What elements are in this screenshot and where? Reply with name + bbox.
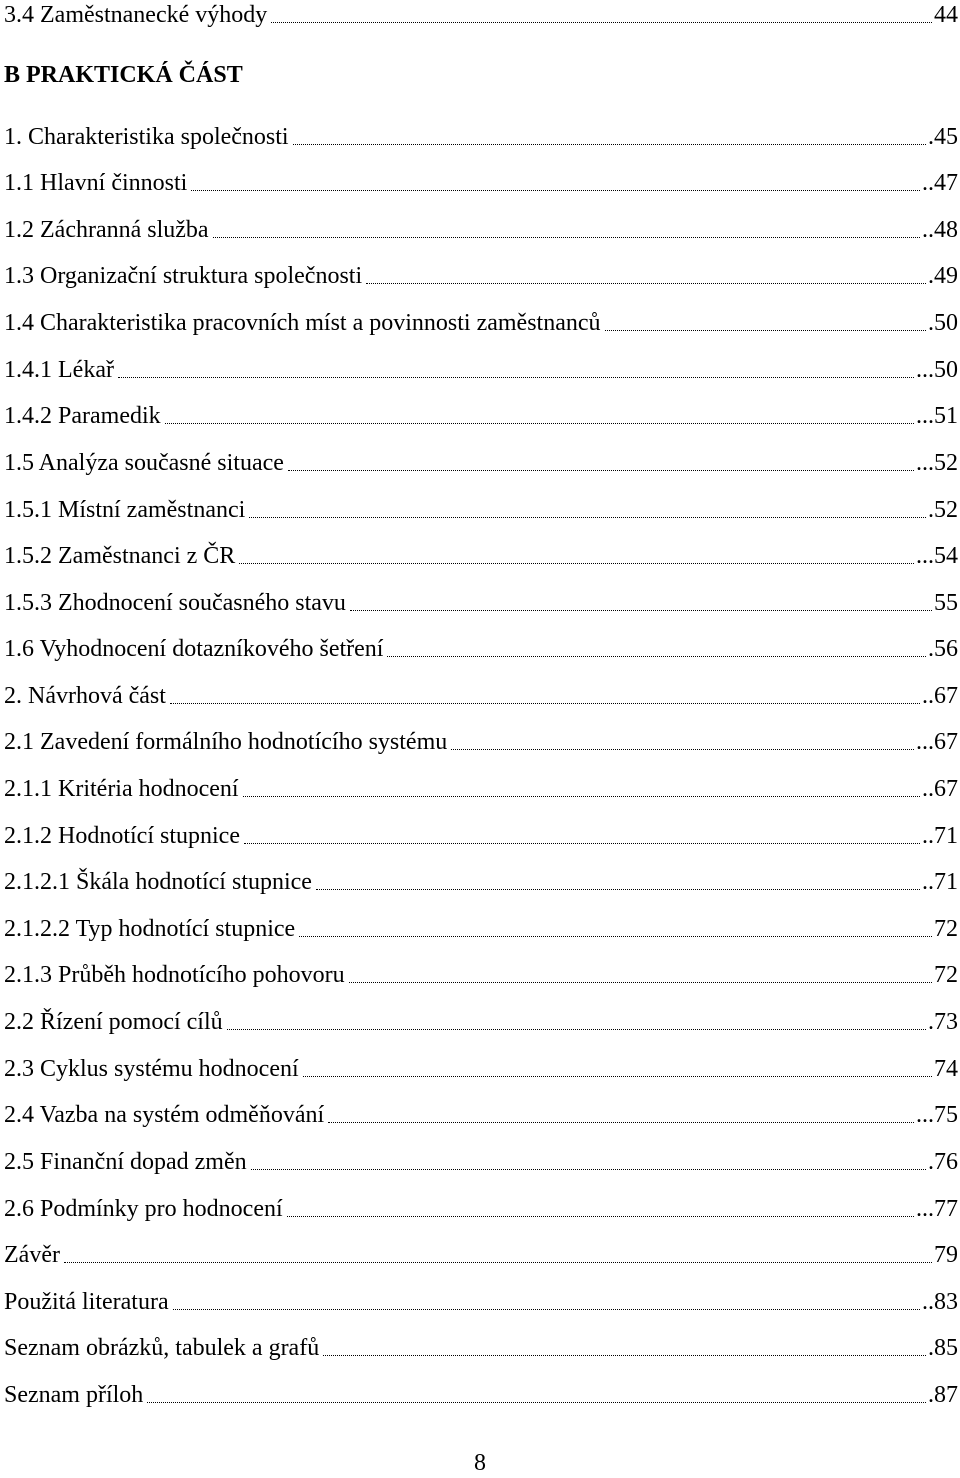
toc-entry[interactable] — [4, 1096, 958, 1130]
toc-entry[interactable] — [4, 723, 958, 757]
toc-leader-dots — [303, 1075, 932, 1077]
toc-entry[interactable] — [4, 164, 958, 198]
toc-entry-title: 1.4.1 Lékař — [4, 357, 114, 383]
toc-entry-title: Závěr — [4, 1242, 60, 1268]
toc-entry-page: ..71 — [922, 823, 958, 849]
toc-entry-page: 72 — [934, 962, 958, 988]
toc-entry-title: Seznam obrázků, tabulek a grafů — [4, 1335, 320, 1361]
toc-entry-title: 1.5.1 Místní zaměstnanci — [4, 497, 246, 523]
toc-entry-page: ...75 — [916, 1102, 958, 1128]
section-heading — [4, 56, 958, 90]
toc-entry-title: 3.4 Zaměstnanecké výhody — [4, 2, 268, 28]
toc-entry[interactable] — [4, 817, 958, 851]
toc-entry[interactable] — [4, 304, 958, 338]
toc-entry[interactable] — [4, 491, 958, 525]
toc-entry[interactable] — [4, 584, 958, 618]
toc-leader-dots — [605, 329, 926, 331]
toc-entry-page: .56 — [928, 636, 958, 662]
toc-entry-title: 2. Návrhová část — [4, 683, 166, 709]
toc-entry-title: 1.6 Vyhodnocení dotazníkového šetření — [4, 636, 384, 662]
toc-entry[interactable] — [4, 1376, 958, 1410]
toc-entry-page: 55 — [934, 590, 958, 616]
toc-entry[interactable] — [4, 257, 958, 291]
toc-leader-dots — [170, 702, 920, 704]
toc-leader-dots — [244, 842, 920, 844]
toc-leader-dots — [213, 236, 920, 238]
toc-entry[interactable] — [4, 1050, 958, 1084]
toc-leader-dots — [249, 516, 926, 518]
toc-entry-title: 2.2 Řízení pomocí cílů — [4, 1009, 223, 1035]
toc-entry-title: 1. Charakteristika společnosti — [4, 124, 289, 150]
toc-entry-page: 72 — [934, 916, 958, 942]
toc-entry-page: .73 — [928, 1009, 958, 1035]
toc-entry-title: 2.6 Podmínky pro hodnocení — [4, 1196, 283, 1222]
toc-entry[interactable] — [4, 1329, 958, 1363]
toc-entry[interactable] — [4, 351, 958, 385]
toc-leader-dots — [323, 1354, 926, 1356]
toc-leader-dots — [451, 748, 914, 750]
toc-leader-dots — [147, 1401, 926, 1403]
toc-entry[interactable] — [4, 118, 958, 152]
toc-entry-title: 1.1 Hlavní činnosti — [4, 170, 188, 196]
toc-entry[interactable] — [4, 211, 958, 245]
toc-entry-page: ...67 — [916, 729, 958, 755]
toc-leader-dots — [288, 469, 914, 471]
toc-entry[interactable] — [4, 1190, 958, 1224]
toc-entry-page: ..67 — [922, 683, 958, 709]
toc-entry[interactable] — [4, 1283, 958, 1317]
toc-leader-dots — [239, 562, 914, 564]
toc-entry[interactable] — [4, 1003, 958, 1037]
toc-leader-dots — [118, 376, 914, 378]
toc-leader-dots — [299, 935, 932, 937]
toc-entry-title: 2.5 Finanční dopad změn — [4, 1149, 247, 1175]
toc-entry-page: .87 — [928, 1382, 958, 1408]
toc-entry[interactable] — [4, 1143, 958, 1177]
toc-entry-title: Použitá literatura — [4, 1289, 169, 1315]
toc-entry[interactable] — [4, 0, 958, 30]
toc-entry-page: ..48 — [922, 217, 958, 243]
toc-entry[interactable] — [4, 630, 958, 664]
toc-leader-dots — [64, 1261, 932, 1263]
toc-entry-page: 74 — [934, 1056, 958, 1082]
toc-entry[interactable] — [4, 910, 958, 944]
toc-entry-title: 1.5.3 Zhodnocení současného stavu — [4, 590, 346, 616]
toc-entry-title: 2.1.3 Průběh hodnotícího pohovoru — [4, 962, 345, 988]
toc-leader-dots — [173, 1308, 920, 1310]
toc-entry-title: 1.4 Charakteristika pracovních míst a povinnosti zaměstnanců — [4, 310, 601, 336]
toc-entry-title: 1.2 Záchranná služba — [4, 217, 209, 243]
toc-leader-dots — [243, 795, 920, 797]
toc-entry-title: 2.3 Cyklus systému hodnocení — [4, 1056, 299, 1082]
toc-entry-page: .45 — [928, 124, 958, 150]
toc-entry-page: ..67 — [922, 776, 958, 802]
toc-entry-page: .85 — [928, 1335, 958, 1361]
toc-entry[interactable] — [4, 444, 958, 478]
toc-leader-dots — [227, 1028, 926, 1030]
page-number: 8 — [474, 1450, 486, 1476]
toc-entry[interactable] — [4, 863, 958, 897]
toc-entry[interactable] — [4, 537, 958, 571]
toc-entry-title: 2.4 Vazba na systém odměňování — [4, 1102, 325, 1128]
toc-entry-page: ...50 — [916, 357, 958, 383]
toc-entry-page: 44 — [934, 2, 958, 28]
toc-entry[interactable] — [4, 770, 958, 804]
section-heading-title: B PRAKTICKÁ ČÁST — [4, 62, 243, 88]
toc-entry-page: ...52 — [916, 450, 958, 476]
toc-leader-dots — [366, 282, 926, 284]
toc-entry[interactable] — [4, 1236, 958, 1270]
toc-entry-title: 2.1.2 Hodnotící stupnice — [4, 823, 240, 849]
toc-leader-dots — [287, 1215, 914, 1217]
toc-leader-dots — [349, 981, 932, 983]
toc-entry-title: Seznam příloh — [4, 1382, 144, 1408]
toc-entry-title: 1.4.2 Paramedik — [4, 403, 161, 429]
toc-leader-dots — [350, 609, 932, 611]
toc-entry-page: ...51 — [916, 403, 958, 429]
toc-entry-page: .49 — [928, 263, 958, 289]
toc-leader-dots — [387, 655, 926, 657]
toc-entry-title: 2.1.2.2 Typ hodnotící stupnice — [4, 916, 296, 942]
toc-entry-page: .52 — [928, 497, 958, 523]
toc-entry-title: 1.5 Analýza současné situace — [4, 450, 284, 476]
toc-leader-dots — [293, 143, 926, 145]
toc-entry-page: .76 — [928, 1149, 958, 1175]
toc-leader-dots — [316, 888, 920, 890]
toc-entry-page: ...77 — [916, 1196, 958, 1222]
toc-leader-dots — [191, 189, 920, 191]
toc-leader-dots — [271, 21, 932, 23]
toc-entry-title: 1.5.2 Zaměstnanci z ČR — [4, 543, 236, 569]
toc-entry[interactable] — [4, 397, 958, 431]
toc-leader-dots — [251, 1168, 926, 1170]
toc-entry-title: 1.3 Organizační struktura společnosti — [4, 263, 363, 289]
toc-entry-page: ..83 — [922, 1289, 958, 1315]
toc-leader-dots — [328, 1121, 914, 1123]
toc-entry-page: 79 — [934, 1242, 958, 1268]
toc-entry-page: ...54 — [916, 543, 958, 569]
toc-leader-dots — [165, 422, 914, 424]
toc-entry-page: ..47 — [922, 170, 958, 196]
toc-entry-page: ..71 — [922, 869, 958, 895]
toc-entry[interactable] — [4, 956, 958, 990]
toc-entry-title: 2.1.2.1 Škála hodnotící stupnice — [4, 869, 312, 895]
toc-entry-page: .50 — [928, 310, 958, 336]
toc-entry-title: 2.1 Zavedení formálního hodnotícího systému — [4, 729, 448, 755]
toc-entry[interactable] — [4, 677, 958, 711]
toc-entry-title: 2.1.1 Kritéria hodnocení — [4, 776, 239, 802]
